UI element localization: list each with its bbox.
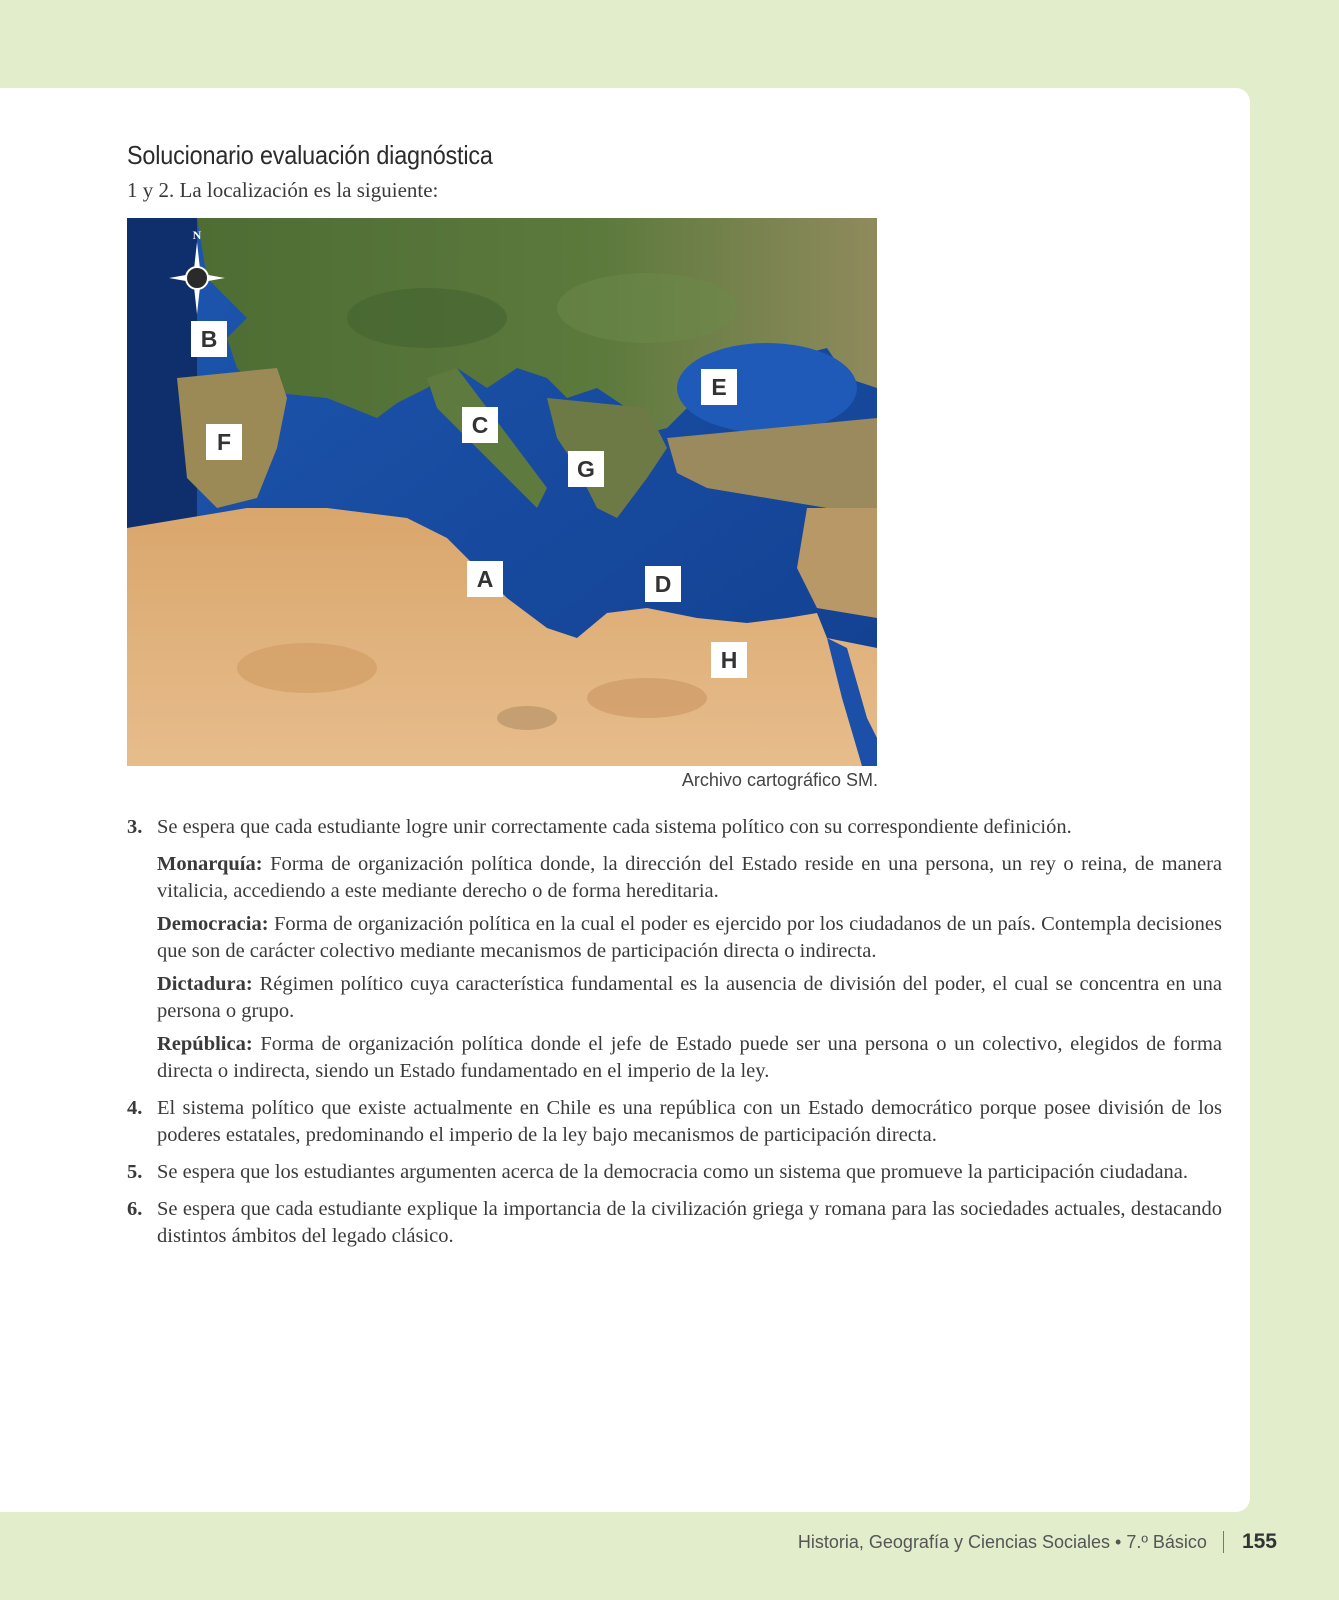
definition-term: Dictadura: [157, 973, 253, 995]
answer-5 [127, 1159, 1222, 1186]
definition-text: Forma de organización política donde el jefe de Estado puede ser una persona o un colectivo, elegidos de forma directa o indirecta, siendo un Estado fundamentado en el imperio de la ley. [157, 1033, 1222, 1082]
answer-6 [127, 1196, 1222, 1250]
answer-text: Se espera que los estudiantes argumenten acerca de la democracia como un sistema que promueve la participación ciudadana. [157, 1161, 1189, 1183]
answer-3 [127, 814, 1222, 1085]
answers-list [127, 814, 1222, 1250]
map-credit: Archivo cartográfico SM. [681, 770, 878, 790]
map-label-c: C [462, 407, 498, 443]
map-label-e: E [701, 369, 737, 405]
definition-term: Democracia: [157, 913, 269, 935]
map-label-d: D [645, 566, 681, 602]
answer-number: 4. [127, 1097, 143, 1119]
map-label-h: H [711, 642, 747, 678]
definition-text: Forma de organización política en la cual el poder es ejercido por los ciudadanos de un país. Contempla decisiones que son de carácter colectivo mediante mecanismos de participación directa o indirecta. [157, 913, 1222, 962]
definition-monarquia [157, 851, 1222, 905]
map-image [127, 218, 877, 766]
answer-number: 5. [127, 1161, 143, 1183]
answer-text: Se espera que cada estudiante explique la importancia de la civilización griega y romana para las sociedades actuales, destacando distintos ámbitos del legado clásico. [157, 1198, 1222, 1247]
map-label-f: F [206, 424, 242, 460]
definition-republica [157, 1031, 1222, 1085]
map-label-a: A [467, 561, 503, 597]
page-number: 155 [1241, 1530, 1277, 1553]
definition-democracia [157, 911, 1222, 965]
definition-text: Régimen político cuya característica fundamental es la ausencia de división del poder, el cual se concentra en una persona o grupo. [157, 973, 1222, 1022]
definition-term: Monarquía: [157, 853, 263, 875]
definition-text: Forma de organización política donde, la dirección del Estado reside en una persona, un rey o reina, de manera vitalicia, accediendo a este mediante derecho o de forma hereditaria. [157, 853, 1222, 902]
definitions-list [157, 851, 1222, 1085]
definition-dictadura [157, 971, 1222, 1025]
map-label-b: B [191, 321, 227, 357]
map-label-g: G [568, 451, 604, 487]
answer-number: 6. [127, 1198, 143, 1220]
answer-text: El sistema político que existe actualmente en Chile es una república con un Estado democrático porque posee división de los poderes estatales, predominando el imperio de la ley bajo mecanismos de participación directa. [157, 1097, 1222, 1146]
answer-number: 3. [127, 816, 143, 838]
compass-letter: N [192, 228, 202, 242]
page-footer [798, 1530, 1277, 1554]
answer-4 [127, 1095, 1222, 1149]
footer-book-title: Historia, Geografía y Ciencias Sociales • 7.º Básico [797, 1531, 1207, 1552]
north-arrow-icon [167, 226, 227, 316]
answer-text: Se espera que cada estudiante logre unir correctamente cada sistema político con su correspondiente definición. [157, 816, 1072, 838]
definition-term: República: [157, 1033, 253, 1055]
page-title: Solucionario evaluación diagnóstica [127, 140, 493, 170]
footer-divider [1223, 1531, 1224, 1553]
intro-text: 1 y 2. La localización es la siguiente: [127, 178, 439, 202]
satellite-map [127, 218, 877, 766]
